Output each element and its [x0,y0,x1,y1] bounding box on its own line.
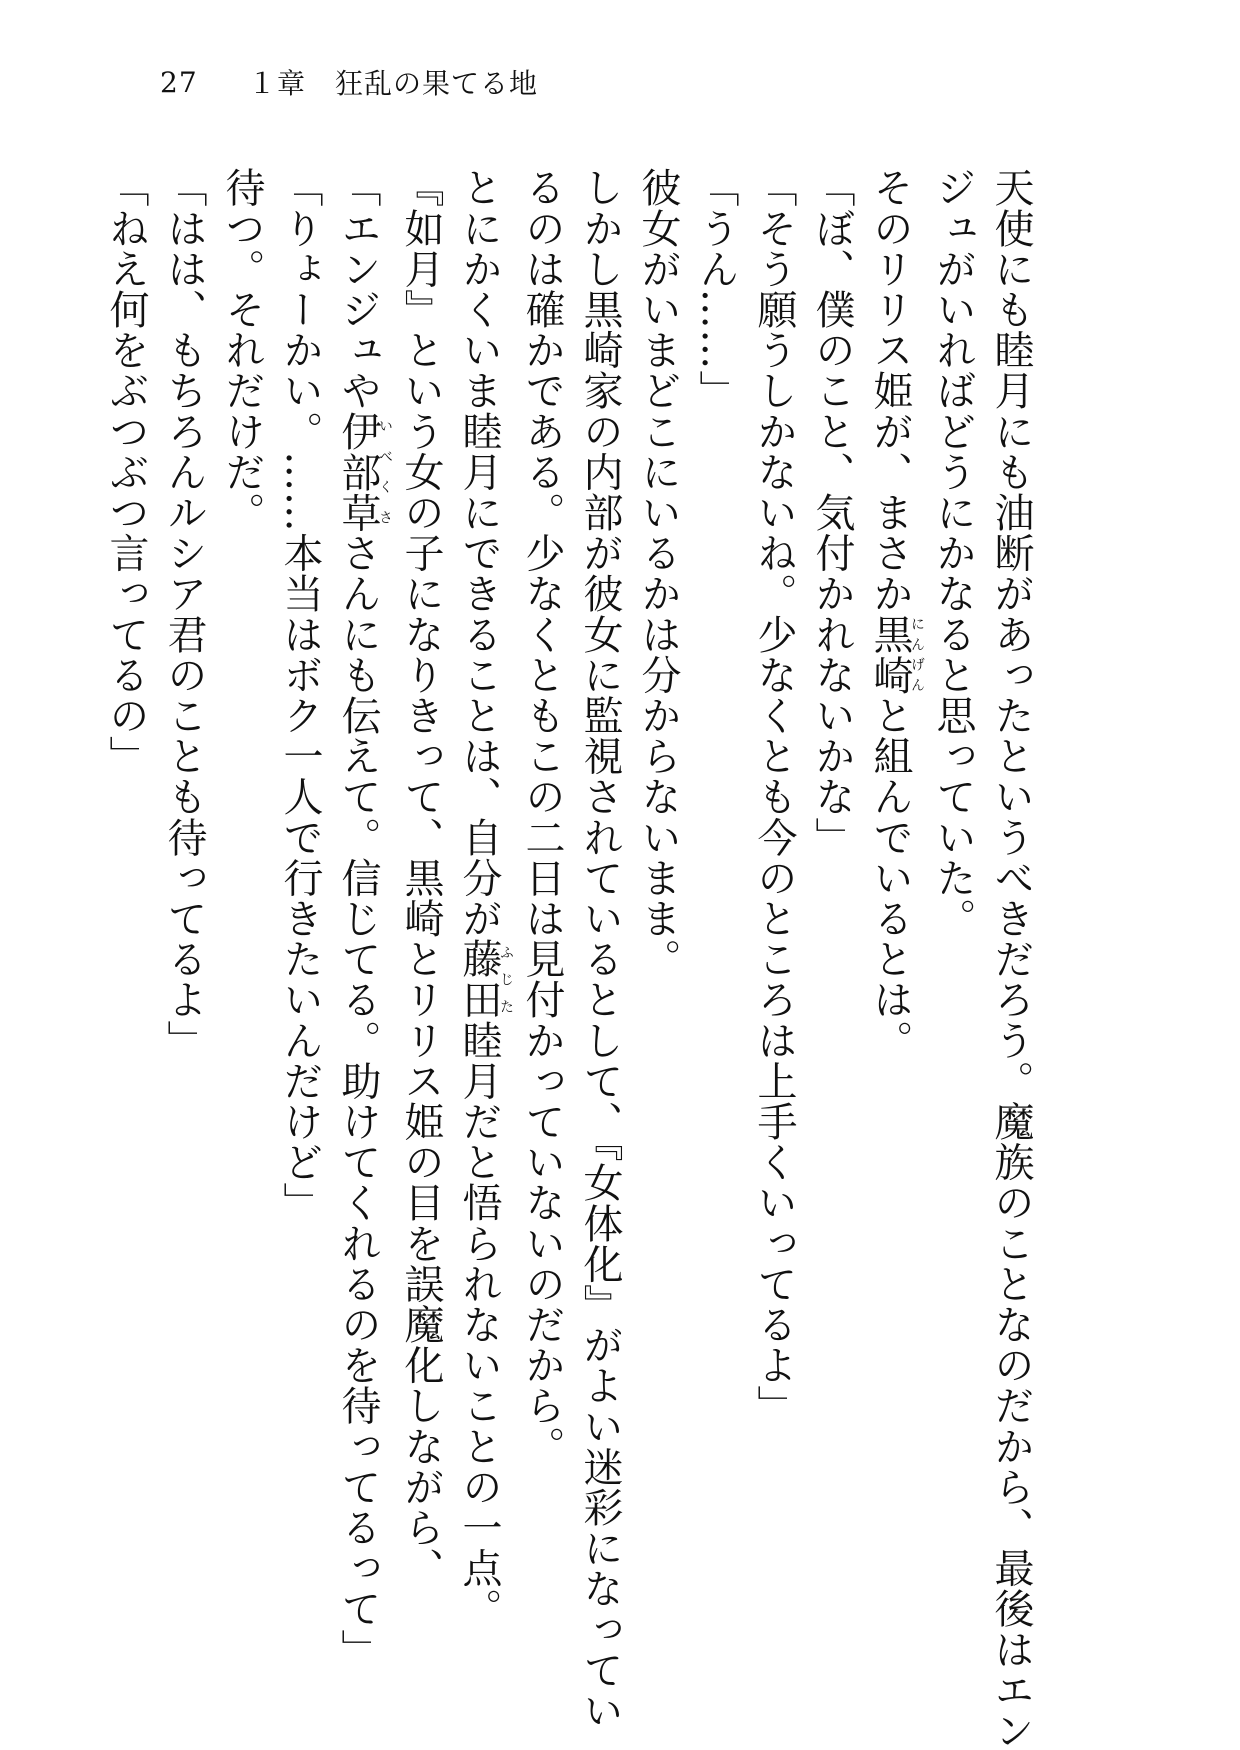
text-line: 天使にも睦月にも油断があったというべきだろう。魔族のことなのだから、最後はエン [988,167,1034,1750]
ruby-reading: いべくさ [377,410,393,533]
text-line: るのは確かである。少なくともこの二日は見付かっていないのだから。 [519,167,565,1467]
text-line: ジュがいればどうにかなると思っていた。 [930,167,976,939]
text-segment: そのリリス姫が、まさか [867,167,913,614]
text-line [329,167,393,1670]
text-segment: とにかくいま睦月にできることは、自分が [456,167,502,939]
text-line: しかし黒崎家の内部が彼女に監視されているとして、『女体化』がよい迷彩になってい [577,167,623,1731]
text-line: 「りょーかい。……本当はボク一人で行きたいんだけど」 [277,167,323,1223]
text-segment: 睦月だと悟られないことの一点。 [456,1019,502,1629]
chapter-title: １章 狂乱の果てる地 [248,67,539,100]
text-line: 「はは、もちろんルシア君のことも待ってるよ」 [161,167,207,1061]
text-line: 『如月』という女の子になりきって、黒崎とリリス姫の目を誤魔化しながら、 [398,167,444,1588]
ruby-base: 伊部草 [335,410,381,533]
text-segment: と組んでいるとは。 [867,694,913,1061]
running-header [160,62,538,102]
ruby-reading: にんげん [909,613,925,695]
text-segment: さんにも伝えて。信じてる。助けてくれるのを待ってるって」 [335,532,381,1670]
text-line: 待つ。それだけだ。 [219,167,265,533]
text-line: 「ぼ、僕のこと、気付かれないかな」 [809,167,855,858]
ruby-annotation [867,613,925,695]
text-line: 彼女がいまどこにいるかは分からないまま。 [635,167,681,979]
ruby-annotation [335,410,393,533]
text-line: 「うん……」 [693,167,739,411]
ruby-annotation [456,938,514,1020]
text-segment: 「エンジュや [335,167,381,411]
ruby-base: 藤田 [456,938,502,1020]
page-number: 27 [160,65,198,99]
ruby-reading: ふじた [498,938,514,1020]
body-text [97,167,1040,1750]
text-line: 「そう願うしかないね。少なくとも今のところは上手くいってるよ」 [751,167,797,1426]
text-line [450,167,513,1647]
ruby-base: 黒崎 [867,613,913,695]
text-line: 「ねえ何をぶつぶつ言ってるの」 [103,167,149,776]
text-line [861,167,924,1647]
